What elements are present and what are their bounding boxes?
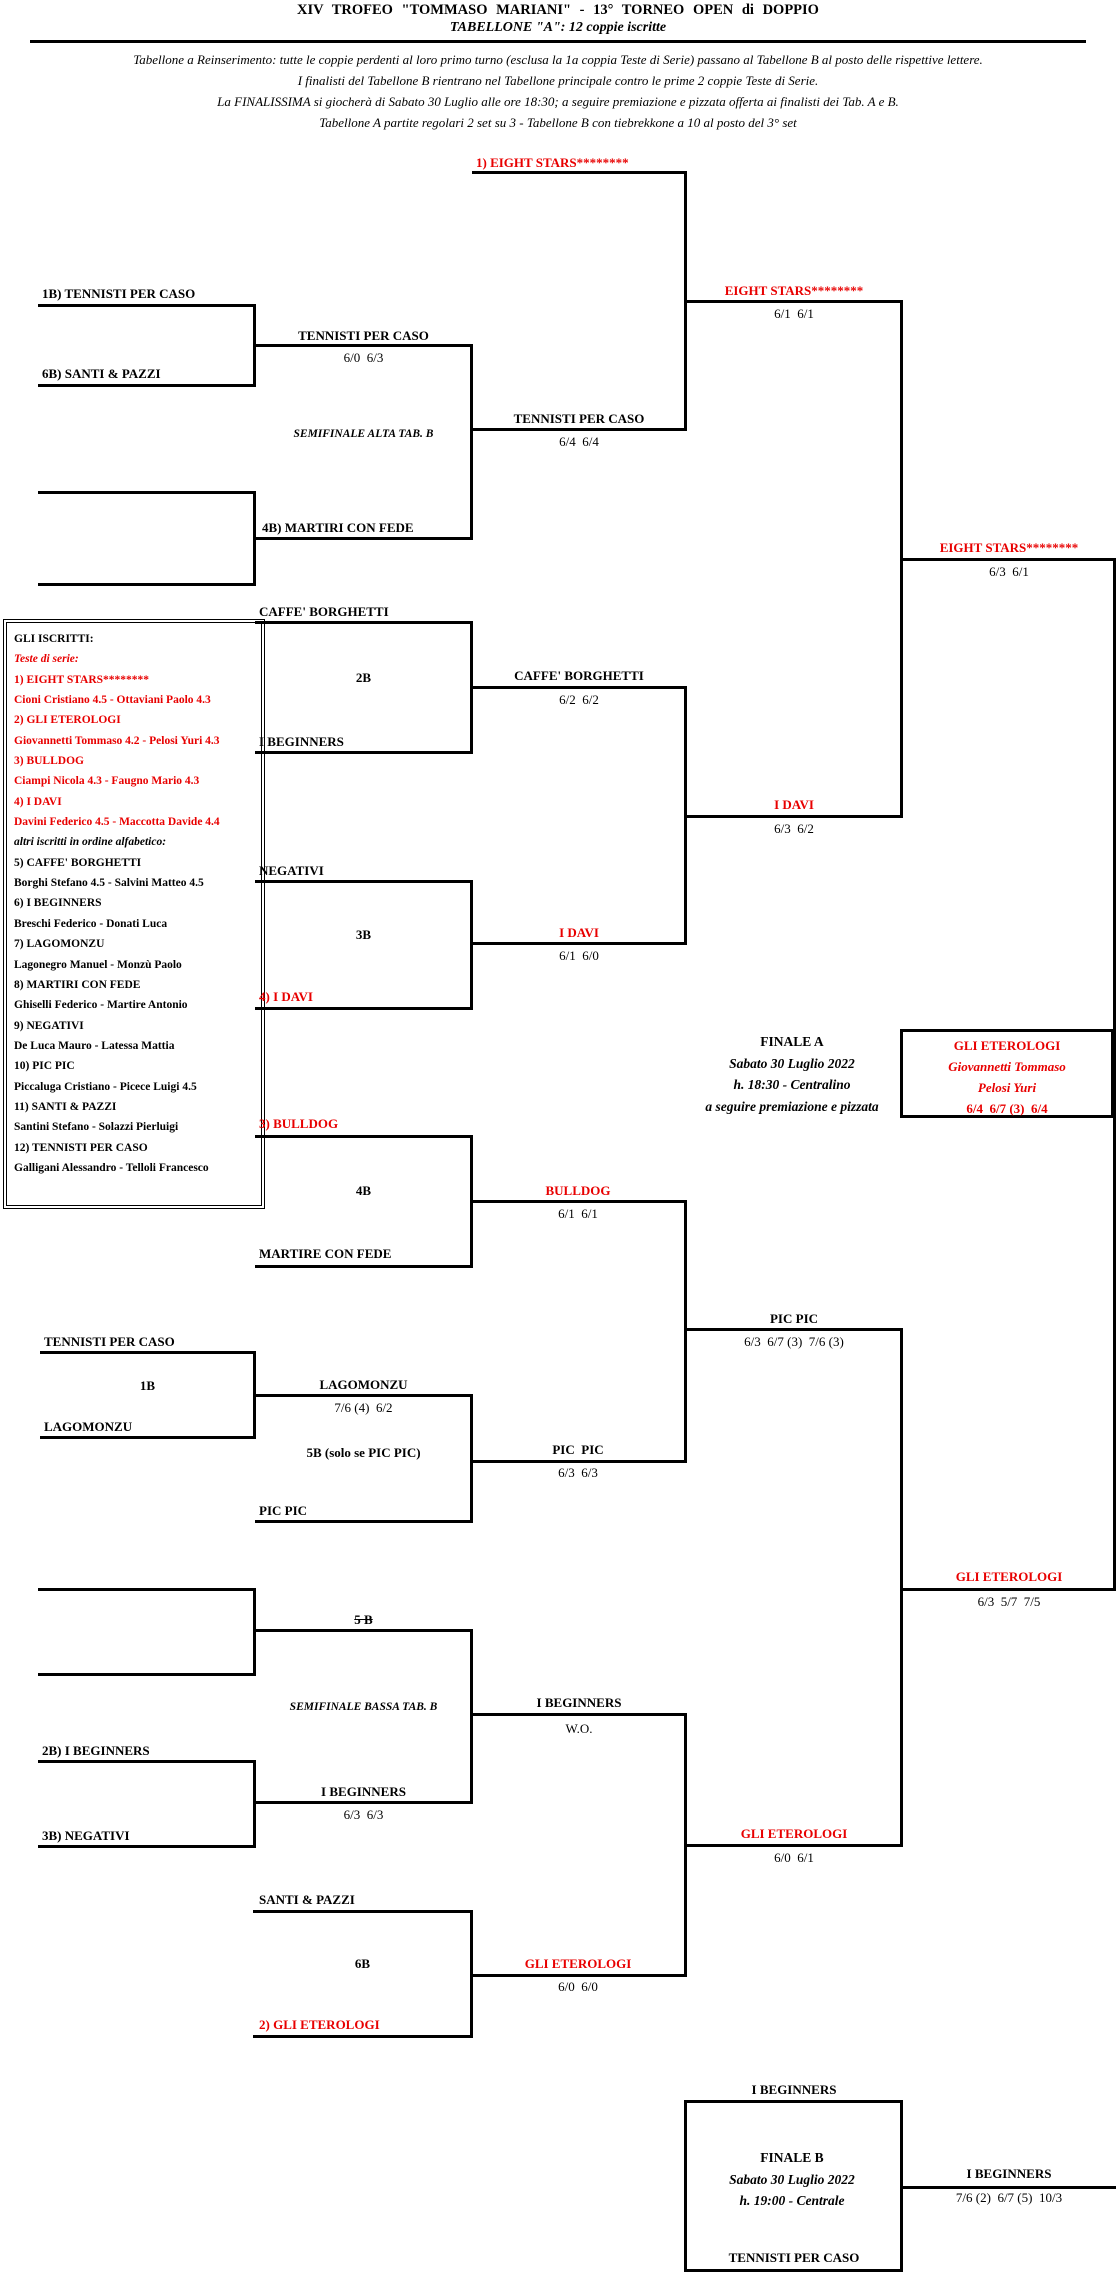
bracket-line-h bbox=[255, 1007, 472, 1010]
entrant-item: GLI ISCRITTI: bbox=[14, 633, 94, 645]
bracket-line-h bbox=[472, 171, 686, 174]
team-label: 3B) NEGATIVI bbox=[42, 1828, 130, 1843]
bracket-line-h bbox=[902, 558, 1116, 561]
champion-score: 6/4 6/7 (3) 6/4 bbox=[966, 1101, 1048, 1116]
finale-a-block bbox=[657, 1031, 927, 1117]
bracket-line-h bbox=[255, 1265, 472, 1268]
bracket-line-h bbox=[470, 1974, 686, 1977]
finale-a-time: h. 18:30 - Centralino bbox=[733, 1077, 851, 1092]
bracket-line-h bbox=[686, 1844, 902, 1847]
bracket-line-h bbox=[38, 1673, 255, 1676]
entrant-item: 8) MARTIRI CON FEDE bbox=[14, 978, 141, 991]
finale-b-date: Sabato 30 Luglio 2022 bbox=[729, 2171, 855, 2187]
note-label: SEMIFINALE BASSA TAB. B bbox=[289, 1701, 438, 1713]
winner-label: GLI ETEROLOGI bbox=[524, 1956, 632, 1971]
bye-label: 2B bbox=[355, 670, 372, 685]
team-label: PIC PIC bbox=[259, 1503, 308, 1518]
team-label: TENNISTI PER CASO bbox=[728, 2250, 860, 2265]
seed-label: 1) EIGHT STARS******** bbox=[476, 155, 629, 170]
winner-label: I BEGINNERS bbox=[321, 1784, 406, 1799]
winner-label: TENNISTI PER CASO bbox=[298, 328, 429, 343]
bracket-line-v bbox=[253, 1588, 256, 1676]
entrant-item: 4) I DAVI bbox=[14, 795, 62, 808]
bye-label-struck: 5 B bbox=[354, 1612, 373, 1627]
bracket-line-h bbox=[470, 1200, 686, 1203]
bracket-line-h bbox=[253, 2035, 472, 2038]
match-score: 6/0 6/1 bbox=[774, 1850, 814, 1865]
winner-label: TENNISTI PER CASO bbox=[513, 411, 645, 426]
bracket-line-h bbox=[255, 1394, 472, 1397]
match-score: 6/3 6/3 bbox=[558, 1465, 598, 1480]
winner-label: BULLDOG bbox=[545, 1183, 611, 1198]
winner-label: EIGHT STARS******** bbox=[939, 540, 1079, 555]
entrant-item: Breschi Federico - Donati Luca bbox=[14, 917, 168, 930]
winner-label: GLI ETEROLOGI bbox=[740, 1826, 848, 1841]
winner-label: PIC PIC bbox=[769, 1311, 819, 1326]
entrant-item: Borghi Stefano 4.5 - Salvini Matteo 4.5 bbox=[14, 877, 204, 890]
bracket-line-h bbox=[40, 1436, 255, 1439]
bracket-line-v bbox=[470, 880, 473, 1010]
page-title: XIV TROFEO "TOMMASO MARIANI" - 13° TORNEO OPEN di DOPPIO bbox=[297, 2, 819, 18]
match-score: 6/0 6/3 bbox=[343, 350, 384, 365]
bracket-line-v bbox=[253, 491, 256, 586]
bye-note-label: 5B (solo se PIC PIC) bbox=[306, 1445, 421, 1460]
bracket-line-v bbox=[470, 621, 473, 754]
team-label: I BEGINNERS bbox=[751, 2082, 837, 2097]
winner-label: CAFFE' BORGHETTI bbox=[514, 668, 644, 683]
finale-b-block bbox=[657, 2147, 927, 2212]
match-score: 6/3 6/1 bbox=[989, 564, 1029, 579]
match-score: 6/3 6/7 (3) 7/6 (3) bbox=[744, 1334, 844, 1349]
rule-line: La FINALISSIMA si giocherà di Sabato 30 Luglio alle ore 18:30; a seguire premiazione e pizzata offerta ai finalisti dei Tab. A e B. bbox=[217, 94, 899, 109]
bracket-line-h bbox=[255, 621, 472, 624]
bracket-line-h bbox=[686, 815, 902, 818]
bracket-line-h bbox=[902, 2186, 1116, 2189]
finale-b-time: h. 19:00 - Centrale bbox=[739, 2193, 845, 2208]
entrant-item: De Luca Mauro - Latessa Mattia bbox=[14, 1039, 175, 1052]
bracket-line-v bbox=[253, 1351, 256, 1439]
bracket-line-v bbox=[684, 1713, 687, 1977]
finale-a-date: Sabato 30 Luglio 2022 bbox=[729, 1055, 855, 1071]
champion-player1: Giovannetti Tommaso bbox=[948, 1059, 1066, 1074]
bracket-line-h bbox=[255, 751, 472, 754]
entrant-item: Davini Federico 4.5 - Maccotta Davide 4.4 bbox=[14, 816, 220, 829]
bracket-line-h bbox=[253, 1910, 472, 1913]
team-label: SANTI & PAZZI bbox=[259, 1892, 355, 1907]
winner-label: I BEGINNERS bbox=[966, 2166, 1052, 2181]
entrant-item: 3) BULLDOG bbox=[14, 755, 84, 768]
header-rule bbox=[30, 40, 1086, 43]
team-label: 1B) TENNISTI PER CASO bbox=[42, 286, 196, 301]
match-score: W.O. bbox=[565, 1721, 593, 1736]
page-subtitle: TABELLONE "A": 12 coppie iscritte bbox=[449, 20, 667, 35]
entrants-box bbox=[3, 619, 265, 1209]
entrant-item: altri iscritti in ordine alfabetico: bbox=[14, 836, 167, 849]
team-label: LAGOMONZU bbox=[44, 1419, 133, 1434]
entrant-item: Ghiselli Federico - Martire Antonio bbox=[14, 999, 188, 1012]
match-score: 6/0 6/0 bbox=[558, 1979, 598, 1994]
bracket-line-h bbox=[255, 1135, 472, 1138]
rules-text bbox=[0, 49, 1116, 133]
team-label: CAFFE' BORGHETTI bbox=[259, 604, 389, 619]
team-label: 2B) I BEGINNERS bbox=[42, 1743, 150, 1758]
seed-label: 2) GLI ETEROLOGI bbox=[259, 2017, 380, 2032]
bracket-line-v bbox=[684, 171, 687, 431]
seed-label: 4) I DAVI bbox=[259, 989, 313, 1004]
entrant-item: 9) NEGATIVI bbox=[14, 1019, 84, 1032]
match-score: 6/3 5/7 7/5 bbox=[977, 1594, 1041, 1609]
team-label: I BEGINNERS bbox=[259, 734, 344, 749]
entrant-item: Giovannetti Tommaso 4.2 - Pelosi Yuri 4.3 bbox=[14, 734, 220, 747]
winner-label: I DAVI bbox=[559, 925, 599, 940]
entrant-item: Ciampi Nicola 4.3 - Faugno Mario 4.3 bbox=[14, 775, 200, 788]
bracket-line-h bbox=[38, 1760, 255, 1763]
entrant-item: 6) I BEGINNERS bbox=[14, 897, 102, 910]
bracket-line-h bbox=[255, 537, 472, 540]
bracket-line-h bbox=[38, 583, 255, 586]
champion-box bbox=[900, 1029, 1114, 1118]
entrant-item: 10) PIC PIC bbox=[14, 1060, 75, 1073]
bracket-line-v bbox=[684, 686, 687, 945]
match-score: 6/4 6/4 bbox=[559, 434, 599, 449]
bracket-line-h bbox=[38, 304, 255, 307]
match-score: 7/6 (4) 6/2 bbox=[334, 1400, 393, 1415]
bracket-line-h bbox=[255, 1629, 472, 1632]
team-label: MARTIRE CON FEDE bbox=[259, 1246, 392, 1261]
match-score: 7/6 (2) 6/7 (5) 10/3 bbox=[955, 2190, 1063, 2205]
bracket-line-h bbox=[38, 384, 255, 387]
bracket-line-h bbox=[38, 491, 255, 494]
winner-label: EIGHT STARS******** bbox=[724, 283, 864, 298]
winner-label: LAGOMONZU bbox=[319, 1377, 408, 1392]
entrant-item: 5) CAFFE' BORGHETTI bbox=[14, 856, 142, 869]
match-score: 6/3 6/2 bbox=[774, 821, 814, 836]
rule-line: Tabellone A partite regolari 2 set su 3 - Tabellone B con tiebrekkone a 10 al posto del 3° set bbox=[319, 115, 797, 130]
bye-label: 1B bbox=[139, 1378, 156, 1393]
winner-label: PIC PIC bbox=[552, 1442, 604, 1457]
entrant-item: Cioni Cristiano 4.5 - Ottaviani Paolo 4.3 bbox=[14, 694, 211, 707]
champion-player2: Pelosi Yuri bbox=[977, 1080, 1037, 1095]
entrant-item: Lagonegro Manuel - Monzù Paolo bbox=[14, 958, 182, 971]
bracket-line-h bbox=[686, 300, 902, 303]
bye-label: 4B bbox=[355, 1183, 372, 1198]
team-label: NEGATIVI bbox=[259, 863, 324, 878]
bracket-line-h bbox=[472, 1713, 686, 1716]
bracket-line-h bbox=[902, 1588, 1116, 1591]
bracket-line-h bbox=[472, 942, 686, 945]
winner-label: I BEGINNERS bbox=[536, 1695, 622, 1710]
match-score: 6/1 6/0 bbox=[559, 948, 599, 963]
bracket-line-v bbox=[253, 1760, 256, 1848]
winner-label: I DAVI bbox=[774, 797, 814, 812]
finale-b-title: FINALE B bbox=[760, 2150, 824, 2165]
rule-line: Tabellone a Reinserimento: tutte le coppie perdenti al loro primo turno (esclusa la 1a coppia Teste di Serie) passano al Tabellone B al posto delle rispettive lettere. bbox=[133, 52, 983, 67]
entrant-item: 1) EIGHT STARS******** bbox=[14, 673, 150, 686]
entrant-item: 12) TENNISTI PER CASO bbox=[14, 1141, 148, 1154]
bracket-line-v bbox=[900, 300, 903, 818]
finale-a-note: a seguire premiazione e pizzata bbox=[705, 1098, 879, 1114]
bye-label: 6B bbox=[354, 1956, 371, 1971]
rule-line: I finalisti del Tabellone B rientrano nel Tabellone principale contro le prime 2 coppie Teste di Serie. bbox=[297, 73, 819, 88]
match-score: 6/1 6/1 bbox=[774, 306, 814, 321]
team-label: 6B) SANTI & PAZZI bbox=[42, 366, 161, 381]
bracket-line-v bbox=[470, 1910, 473, 2038]
bracket-line-v bbox=[900, 1328, 903, 1847]
match-score: 6/2 6/2 bbox=[559, 692, 599, 707]
bracket-line-h bbox=[255, 1801, 472, 1804]
bracket-line-v bbox=[470, 1135, 473, 1268]
entrant-item: Teste di serie: bbox=[14, 653, 79, 666]
entrant-item: Santini Stefano - Solazzi Pierluigi bbox=[14, 1121, 179, 1134]
bracket-line-v bbox=[470, 1629, 473, 1804]
bracket-line-v bbox=[253, 304, 256, 387]
bracket-line-h bbox=[686, 1328, 902, 1331]
bracket-line-h bbox=[686, 2100, 902, 2103]
bracket-line-h bbox=[38, 1845, 255, 1848]
bracket-line-h bbox=[472, 428, 686, 431]
bye-label: 3B bbox=[355, 927, 372, 942]
team-label: 4B) MARTIRI CON FEDE bbox=[262, 520, 414, 535]
entrant-item: Piccaluga Cristiano - Picece Luigi 4.5 bbox=[14, 1080, 197, 1093]
bracket-line-h bbox=[40, 1351, 255, 1354]
bracket-line-h bbox=[255, 880, 472, 883]
note-label: SEMIFINALE ALTA TAB. B bbox=[293, 428, 434, 440]
bracket-line-v bbox=[684, 1200, 687, 1463]
finale-a-title: FINALE A bbox=[760, 1034, 824, 1049]
bracket-line-h bbox=[255, 1520, 472, 1523]
match-score: 6/3 6/3 bbox=[343, 1807, 384, 1822]
bracket-line-h bbox=[472, 686, 686, 689]
bracket-line-h bbox=[470, 1460, 686, 1463]
bracket-line-h bbox=[255, 344, 472, 347]
bracket-line-h bbox=[38, 1588, 255, 1591]
entrant-item: 7) LAGOMONZU bbox=[14, 938, 105, 951]
winner-label: GLI ETEROLOGI bbox=[955, 1569, 1063, 1584]
bracket-line-h bbox=[686, 2269, 902, 2272]
entrant-item: 11) SANTI & PAZZI bbox=[14, 1100, 117, 1113]
match-score: 6/1 6/1 bbox=[558, 1206, 598, 1221]
entrant-item: 2) GLI ETEROLOGI bbox=[14, 714, 121, 727]
seed-label: 3) BULLDOG bbox=[259, 1116, 339, 1131]
team-label: TENNISTI PER CASO bbox=[44, 1334, 175, 1349]
champion-name: GLI ETEROLOGI bbox=[953, 1038, 1061, 1053]
entrant-item: Galligani Alessandro - Telloli Francesco bbox=[14, 1161, 209, 1174]
